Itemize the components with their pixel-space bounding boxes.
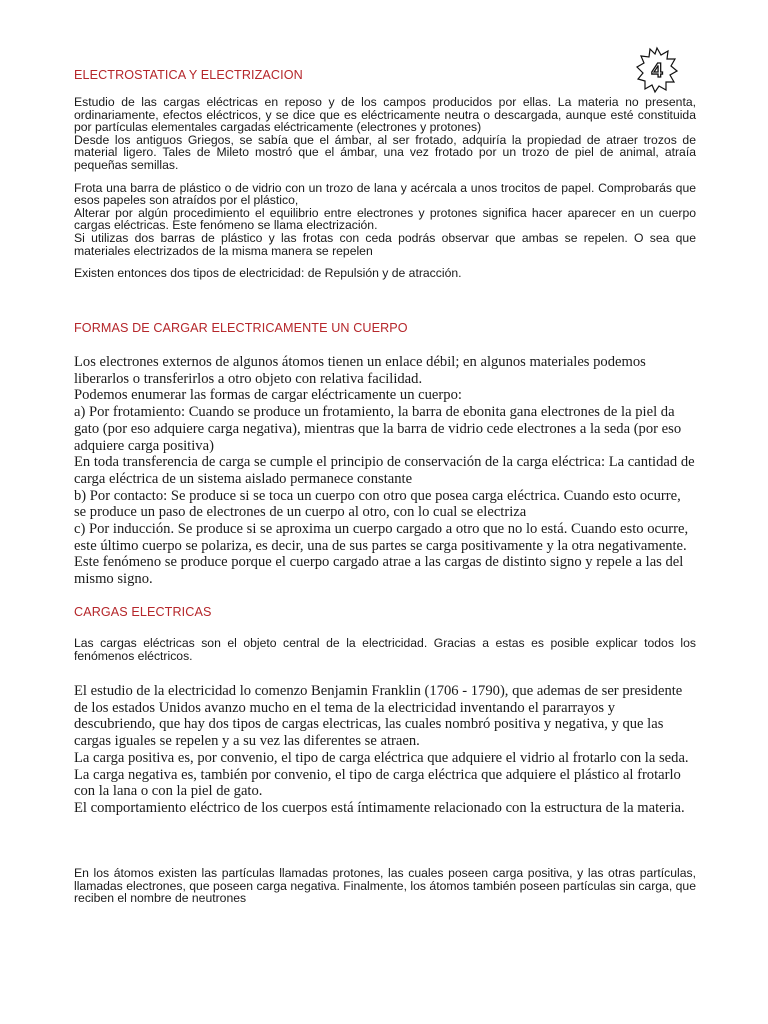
paragraph: a) Por frotamiento: Cuando se produce un frotamiento, la barra de ebonita gana electrones de la piel da gato (por eso adquiere carga negativa), mientras que la barra de vidrio cede electrones a la seda (por eso adquiere carga positiva) — [74, 404, 682, 454]
paragraph: En los átomos existen las partículas llamadas protones, las cuales poseen carga positiva, y las otras partículas, llamadas electrones, que poseen carga negativa. Finalmente, los átomos también poseen partículas sin carga, que reciben el nombre de neutrones — [74, 866, 696, 906]
paragraph: El estudio de la electricidad lo comenzo Benjamin Franklin (1706 - 1790), que ademas de ser presidente de los estados Unidos avanzo mucho en el tema de la electricidad inventando el pararrayos y descubriendo, que hay dos tipos de cargas electricas, las cuales nombró positiva y negativa, y que las cargas iguales se repelen y a su vez las diferentes se atraen. — [74, 683, 683, 750]
paragraph: Podemos enumerar las formas de cargar eléctricamente un cuerpo: — [74, 387, 462, 404]
section-cargas-intro — [74, 637, 696, 662]
section-formas-body — [74, 354, 696, 588]
section-heading-cargas: CARGAS ELECTRICAS — [74, 605, 212, 619]
section-electrostatica-body — [74, 96, 696, 280]
paragraph: La carga positiva es, por convenio, el tipo de carga eléctrica que adquiere el vidrio al frotarlo con la seda. — [74, 749, 689, 766]
paragraph: b) Por contacto: Se produce si se toca un cuerpo con otro que posea carga eléctrica. Cuando esto ocurre, se produce un paso de electrones de un cuerpo al otro, con lo cual se electriza — [74, 487, 681, 521]
paragraph: Los electrones externos de algunos átomos tienen un enlace débil; en algunos materiales podemos liberarlos o transferirlos a otro objeto con relativa facilidad. — [74, 354, 646, 387]
paragraph: En toda transferencia de carga se cumple el principio de conservación de la carga eléctrica: La cantidad de carga eléctrica de un sistema aislado permanece constante — [74, 454, 695, 487]
paragraph: Si utilizas dos barras de plástico y las frotas con ceda podrás observar que ambas se repelen. O sea que materiales electrizados de la misma manera se repelen — [74, 230, 696, 258]
paragraph: Frota una barra de plástico o de vidrio con un trozo de lana y acércala a unos trocitos de papel. Comprobarás que esos papeles son atraídos por el plástico, — [74, 180, 696, 208]
paragraph: Alterar por algún procedimiento el equilibrio entre electrones y protones significa hacer aparecer en un cuerpo cargas eléctricas. Este fenómeno se llama electrización. — [74, 205, 696, 233]
paragraph: c) Por inducción. Se produce si se aproxima un cuerpo cargado a otro que no lo está. Cuando esto ocurre, este último cuerpo se polariza, es decir, una de sus partes se carga positivamente y la otra negativamente. Este fenómeno se produce porque el cuerpo cargado atrae a las cargas de distinto signo y repele a las del mismo signo. — [74, 521, 689, 588]
section-cargas-body — [74, 683, 696, 817]
section-heading-formas: FORMAS DE CARGAR ELECTRICAMENTE UN CUERPO — [74, 321, 408, 335]
paragraph: El comportamiento eléctrico de los cuerpos está íntimamente relacionado con la estructura de la materia. — [74, 799, 685, 816]
page-number-starburst-icon — [636, 46, 678, 94]
paragraph: Desde los antiguos Griegos, se sabía que el ámbar, al ser frotado, adquiría la propiedad de atraer trozos de material ligero. Tales de Mileto mostró que el ámbar, una vez frotado por un trozo de piel de animal, atraía pequeñas semillas. — [74, 132, 696, 172]
paragraph: Existen entonces dos tipos de electricidad: de Repulsión y de atracción. — [74, 266, 462, 281]
page-number: 4 — [651, 60, 663, 82]
section-heading-electrostatica: ELECTROSTATICA Y ELECTRIZACION — [74, 68, 303, 82]
section-cargas-footer — [74, 867, 696, 905]
paragraph: Estudio de las cargas eléctricas en reposo y de los campos producidos por ellas. La materia no presenta, ordinariamente, efectos eléctricos, y se dice que es eléctricamente neutra o descargada, aunque esté constituida por partículas elementales cargadas eléctricamente (electrones y protones) — [74, 95, 696, 135]
paragraph: Las cargas eléctricas son el objeto central de la electricidad. Gracias a estas es posible explicar todos los fenómenos eléctricos. — [74, 636, 696, 663]
paragraph: La carga negativa es, también por convenio, el tipo de carga eléctrica que adquiere el plástico al frotarlo con la lana o con la piel de gato. — [74, 766, 681, 800]
